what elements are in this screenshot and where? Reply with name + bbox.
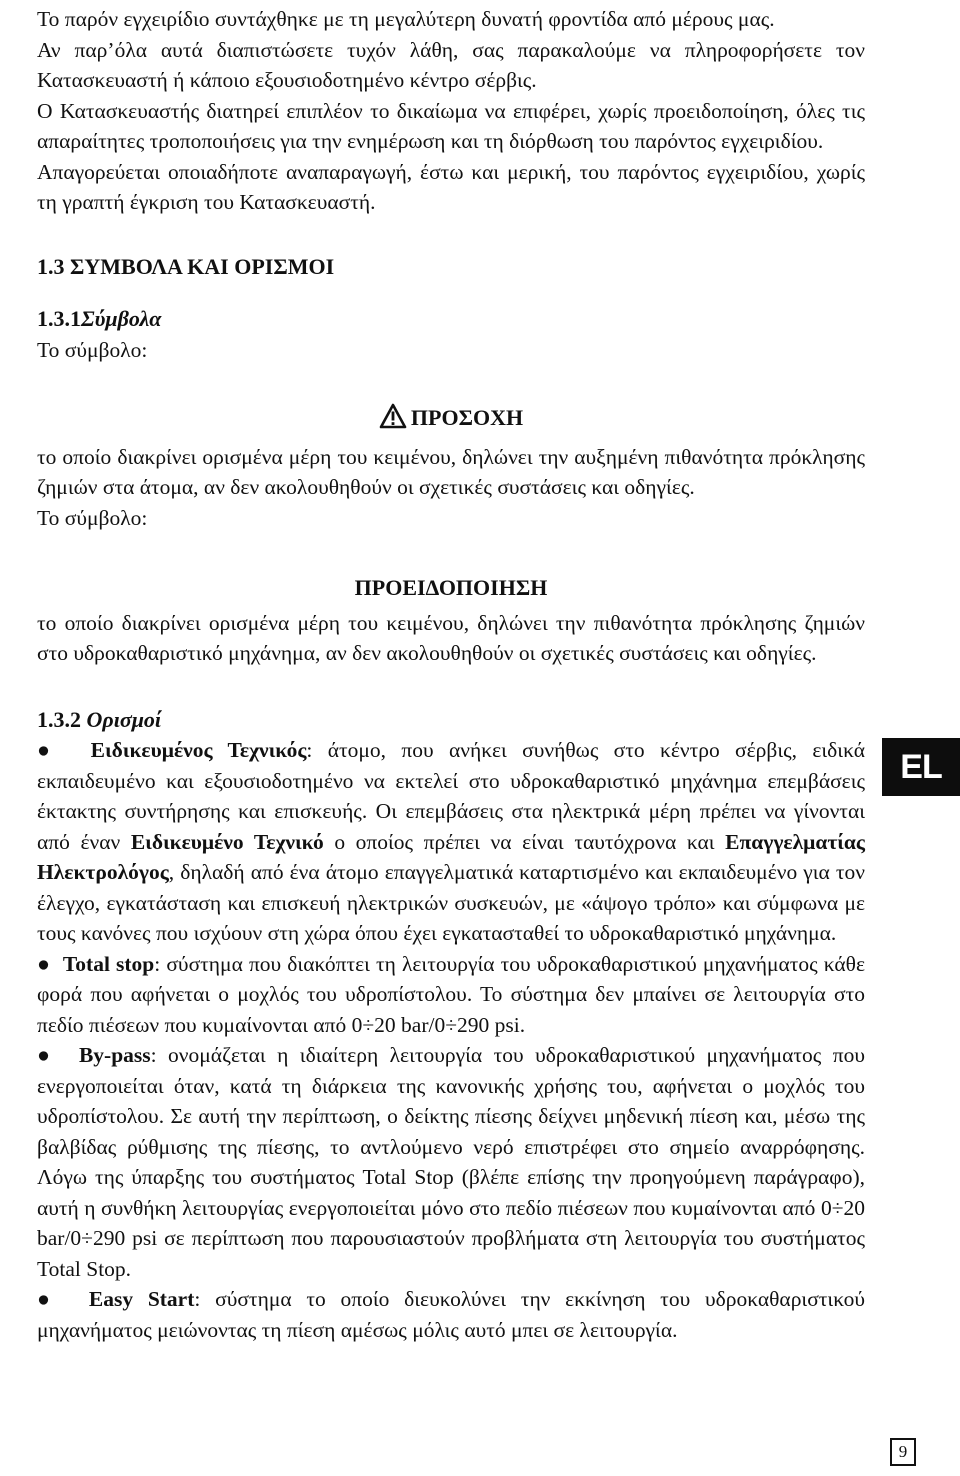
definition-term: Ειδικευμένος Τεχνικός <box>90 738 307 762</box>
definition-item <box>37 949 865 1041</box>
definition-emphasis: Ειδικευμένο Τεχνικό <box>130 829 324 854</box>
symbols-subheading <box>37 304 865 335</box>
symbols-title: Σύμβολα <box>81 306 162 331</box>
caution-label: ΠΡΟΣΟΧΗ <box>410 405 524 430</box>
intro-paragraph-2: Αν παρ’όλα αυτά διαπιστώσετε τυχόν λάθη, σας παρακαλούμε να πληροφορήσετε τον Κατασκευαστή ή κάποιο εξουσιοδοτημένο κέντρο σέρβις. <box>37 37 865 92</box>
definition-term: By-pass <box>78 1043 151 1067</box>
definition-emphasis: Επαγγελματίας Ηλεκτρολόγος <box>37 829 865 884</box>
bullet-icon: ● <box>37 1043 79 1067</box>
symbol-intro-1: Το σύμβολο: <box>37 337 148 362</box>
definition-item <box>37 1284 865 1345</box>
definition-term: Easy Start <box>88 1287 195 1311</box>
bullet-icon: ● <box>37 738 91 762</box>
warning-heading <box>37 573 865 604</box>
definition-text <box>37 949 865 1041</box>
intro-paragraph-3: Ο Κατασκευαστής διατηρεί επιπλέον το δικαίωμα να επιφέρει, χωρίς προειδοποίηση, όλες τις απαραίτητες τροποποιήσεις για την ενημέρωση και τη διόρθωση του παρόντος εγχειριδίου. <box>37 98 865 153</box>
definition-text <box>37 1040 865 1284</box>
definitions-number: 1.3.2 <box>37 706 81 732</box>
bullet-icon: ● <box>37 1287 89 1311</box>
warning-triangle-icon <box>379 403 407 438</box>
definitions-title: Ορισμοί <box>86 706 162 732</box>
intro-paragraph-1: Το παρόν εγχειρίδιο συντάχθηκε με τη μεγαλύτερη δυνατή φροντίδα από μέρους μας. <box>37 7 775 31</box>
definition-body: : σύστημα το οποίο διευκολύνει την εκκίνηση του υδροκαθαριστικού μηχανήματος μειώνοντας τη πίεση αμέσως μόλις αυτό μπει σε λειτουργία. <box>37 1287 865 1342</box>
warning-label: ΠΡΟΕΙΔΟΠΟΙΗΣΗ <box>354 575 548 600</box>
definitions-subheading <box>37 705 865 736</box>
warning-text: το οποίο διακρίνει ορισμένα μέρη του κειμένου, δηλώνει την πιθανότητα πρόκλησης ζημιών στο υδροκαθαριστικό μηχάνημα, αν δεν ακολουθηθούν οι σχετικές συστάσεις και οδηγίες. <box>37 610 865 665</box>
language-tab: EL <box>882 738 960 796</box>
page-number: 9 <box>890 1438 916 1466</box>
definition-term: Total stop <box>62 951 155 976</box>
manual-page <box>37 4 865 1345</box>
definition-item <box>37 735 865 949</box>
definition-item <box>37 1040 865 1284</box>
caution-text: το οποίο διακρίνει ορισμένα μέρη του κειμένου, δηλώνει την αυξημένη πιθανότητα πρόκλησης ζημιών στα άτομα, αν δεν ακολουθηθούν οι σχετικές συστάσεις και οδηγίες. <box>37 444 865 499</box>
definition-body: : ονομάζεται η ιδιαίτερη λειτουργία του υδροκαθαριστικού μηχανήματος που ενεργοποιείται όταν, κατά τη διάρκεια της κανονικής χρήσης του, αφήνεται ο μοχλός του υδροπίστολου. Σε αυτή την περίπτωση, ο δείκτης πίεσης δείχνει μηδενική πίεση και, μέσω της βαλβίδας ρύθμισης της πίεσης, το αντλούμενο νερό επιστρέφει στο σημείο αναρρόφησης. Λόγω της ύπαρξης του συστήματος Total Stop (βλέπε επίσης την προηγούμενη παράγραφο), αυτή η συνθήκη λειτουργίας ενεργοποιείται μόνο στο πεδίο πιέσεων που κυμαίνονται από 0÷20 bar/0÷290 psi σε περίπτωση που παρουσιαστούν προβλήματα στη λειτουργία του συστήματος Total Stop. <box>37 1043 865 1281</box>
caution-heading <box>37 403 865 438</box>
definition-text <box>37 1284 865 1345</box>
definitions-list <box>37 735 865 1345</box>
definition-body: ο οποίος πρέπει να είναι ταυτόχρονα και <box>323 829 726 854</box>
symbols-number: 1.3.1 <box>37 306 81 331</box>
definition-body: : άτομο, που ανήκει συνήθως στο κέντρο σέρβις, ειδικά εκπαιδευμένο και εξουσιοδοτημένο να εκτελεί στο υδροκαθαριστικό μηχάνημα επεμβάσεις έκτακτης συντήρησης και επισκευής. Οι επεμβάσεις στα ηλεκτρικά μέρη πρέπει να γίνονται από έναν <box>37 738 865 854</box>
section-heading: 1.3 ΣΥΜΒΟΛΑ ΚΑΙ ΟΡΙΣΜΟΙ <box>37 253 335 279</box>
definition-body: , δηλαδή από ένα άτομο επαγγελματικά καταρτισμένο και εκπαιδευμένο για τον έλεγχο, εγκατάσταση και επισκευή ηλεκτρικών συσκευών, με «άψογο τρόπο» και σύμφωνα με τους κανόνες που ισχύουν στη χώρα όπου έχει εγκατασταθεί το υδροκαθαριστικό μηχάνημα. <box>37 860 865 945</box>
intro-paragraph-4: Απαγορεύεται οποιαδήποτε αναπαραγωγή, έστω και μερική, του παρόντος εγχειριδίου, χωρίς τη γραπτή έγκριση του Κατασκευαστή. <box>37 159 865 214</box>
definition-text <box>37 735 865 949</box>
definition-body: : σύστημα που διακόπτει τη λειτουργία του υδροκαθαριστικού μηχανήματος κάθε φορά που αφήνεται ο μοχλός του υδροπίστολου. Το σύστημα δεν μπαίνει σε λειτουργία στο πεδίο πιέσεων που κυμαίνονται από 0÷20 bar/0÷290 psi. <box>37 951 865 1037</box>
bullet-icon: ● <box>37 951 63 976</box>
symbol-intro-2: Το σύμβολο: <box>37 505 148 530</box>
